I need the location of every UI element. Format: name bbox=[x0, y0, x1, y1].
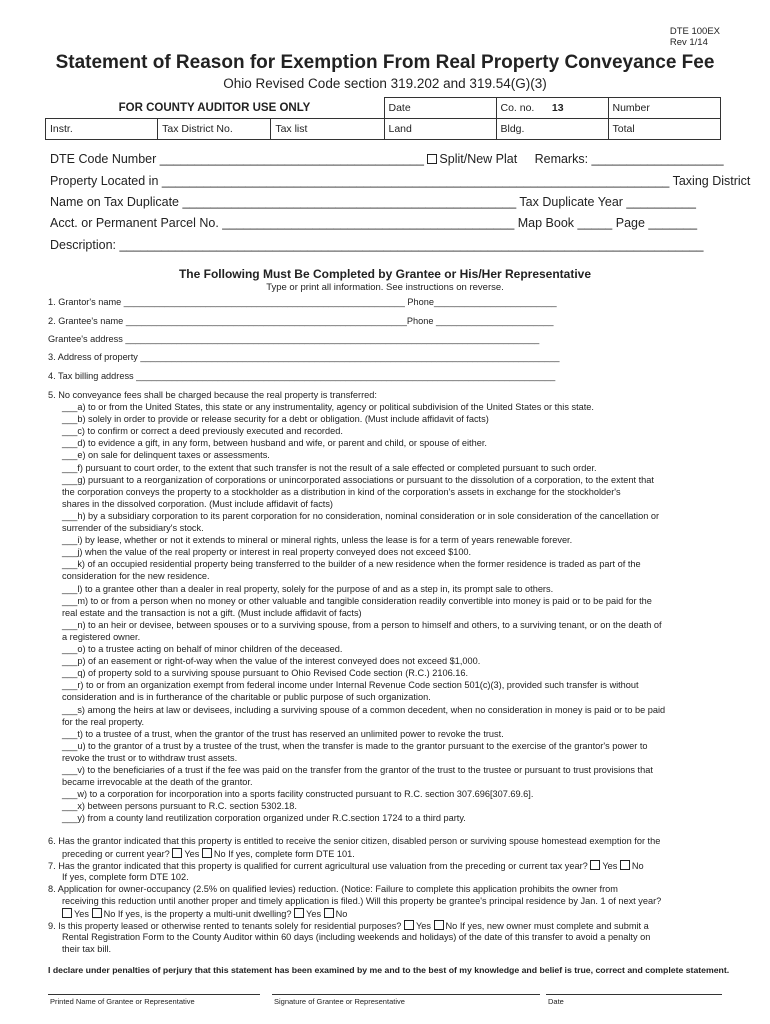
q6-yes-checkbox[interactable] bbox=[172, 848, 182, 858]
q7-yes-checkbox[interactable] bbox=[590, 860, 600, 870]
exemption-line[interactable]: shares in the dissolved corporation. (Must include affidavit of facts) bbox=[62, 498, 333, 509]
q8-line1: 8. Application for owner-occupancy (2.5% on qualified levies) reduction. (Notice: Failure to complete this application prohibits the owner from bbox=[48, 884, 618, 894]
q9-line1: 9. Is this property leased or otherwise rented to tenants solely for residential purposes? Yes No If yes, new owner must complete and submit a bbox=[48, 921, 649, 931]
form-id bbox=[670, 26, 720, 48]
q8-no-checkbox[interactable] bbox=[92, 908, 102, 918]
q9-yes-checkbox[interactable] bbox=[404, 920, 414, 930]
tax-duplicate-field[interactable]: Name on Tax Duplicate ________________________________________________ Tax Duplicate Year __________ bbox=[50, 195, 696, 209]
auditor-co-no-cell[interactable]: Co. no. 13 bbox=[496, 98, 608, 119]
printed-name-line[interactable] bbox=[48, 994, 260, 995]
grantee-address-field[interactable]: Grantee's address _________________________________________________________________________________ bbox=[48, 334, 540, 344]
signature-label: Signature of Grantee or Representative bbox=[274, 997, 405, 1006]
property-located-field[interactable]: Property Located in _________________________________________________________________________ Taxing District bbox=[50, 174, 751, 188]
exemption-line[interactable]: became irrevocable at the death of the grantor. bbox=[62, 777, 253, 788]
exemption-line[interactable]: ___n) to an heir or devisee, between spouses or to a surviving spouse, from a person to himself and others, to a surviving tenant, or on the death of bbox=[62, 619, 662, 630]
section-instructions: Type or print all information. See instructions on reverse. bbox=[266, 282, 504, 293]
q5-intro: 5. No conveyance fees shall be charged because the real property is transferred: bbox=[48, 390, 377, 400]
q6-line2: preceding or current year? Yes No If yes, complete form DTE 101. bbox=[62, 849, 355, 859]
exemption-line[interactable]: ___q) of property sold to a surviving spouse pursuant to Ohio Revised Code section (R.C.) 2106.16. bbox=[62, 668, 469, 679]
exemption-line[interactable]: ___l) to a grantee other than a dealer in real property, solely for the purpose of and as a step in, its prompt sale to others. bbox=[62, 583, 554, 594]
q6-line1: 6. Has the grantor indicated that this property is entitled to receive the senior citizen, disabled person or surviving spouse homestead exemption for the bbox=[48, 836, 661, 846]
exemption-line[interactable]: ___o) to a trustee acting on behalf of minor children of the deceased. bbox=[62, 644, 343, 654]
exemption-line[interactable]: ___d) to evidence a gift, in any form, between husband and wife, or parent and child, or spouse of either. bbox=[62, 438, 487, 449]
q7-line1: 7. Has the grantor indicated that this property is qualified for current agricultural use valuation from the preceding or current tax year? Yes No bbox=[48, 861, 644, 871]
q8-multiunit-no-checkbox[interactable] bbox=[324, 908, 334, 918]
q8-line3: Yes No If yes, is the property a multi-unit dwelling? Yes No bbox=[62, 908, 347, 919]
exemption-line[interactable]: ___p) of an easement or right-of-way when the value of the interest conveyed does not exceed $1,000. bbox=[62, 656, 481, 667]
exemption-line[interactable]: consideration and is in furtherance of the charitable or public purpose of such organization. bbox=[62, 692, 431, 703]
q6-no-checkbox[interactable] bbox=[202, 848, 212, 858]
exemption-line[interactable]: a registered owner. bbox=[62, 631, 141, 642]
q8-yes-checkbox[interactable] bbox=[62, 908, 72, 918]
exemption-line[interactable]: ___a) to or from the United States, this state or any instrumentality, agency or political subdivision of the United States or this state. bbox=[62, 402, 594, 412]
exemption-line[interactable]: ___r) to or from an organization exempt from federal income under Internal Revenue Code section 501(c)(3), provided such transfer is without bbox=[62, 680, 639, 691]
dte-code-line[interactable]: DTE Code Number ______________________________________ Split/New Plat Remarks: ___________________ bbox=[50, 152, 724, 166]
date-line[interactable] bbox=[546, 994, 722, 995]
page-subtitle: Ohio Revised Code section 319.202 and 319.54(G)(3) bbox=[223, 76, 547, 91]
perjury-declaration: I declare under penalties of perjury that this statement has been examined by me and to the best of my knowledge and belief is true, correct and complete statement. bbox=[48, 965, 730, 975]
split-plat-checkbox[interactable] bbox=[427, 154, 437, 164]
auditor-total-cell[interactable]: Total bbox=[608, 119, 720, 140]
exemption-line[interactable]: ___s) among the heirs at law or devisees, including a surviving spouse of a common decedent, when no consideration in money is paid or to be paid bbox=[62, 704, 666, 715]
auditor-instr-cell[interactable]: Instr. bbox=[46, 119, 158, 140]
form-revision: Rev 1/14 bbox=[669, 37, 708, 48]
exemption-line[interactable]: ___y) from a county land reutilization corporation organized under R.C.section 1724 to a third party. bbox=[62, 813, 466, 824]
auditor-tax-district-cell[interactable]: Tax District No. bbox=[158, 119, 271, 140]
exemption-line[interactable]: ___f) pursuant to court order, to the extent that such transfer is not the result of a sale effected or completed pursuant to such order. bbox=[62, 462, 597, 473]
auditor-date-cell[interactable]: Date bbox=[384, 98, 496, 119]
exemption-line[interactable]: revoke the trust or to withdraw trust assets. bbox=[62, 752, 238, 763]
remarks-field: Remarks: ___________________ bbox=[534, 152, 724, 166]
exemption-line[interactable]: ___x) between persons pursuant to R.C. section 5302.18. bbox=[62, 801, 297, 812]
auditor-land-cell[interactable]: Land bbox=[384, 119, 496, 140]
exemption-line[interactable]: ___t) to a trustee of a trust, when the grantor of the trust has reserved an unlimited power to revoke the trust. bbox=[62, 728, 504, 739]
auditor-header: FOR COUNTY AUDITOR USE ONLY bbox=[46, 98, 385, 119]
property-address-field[interactable]: 3. Address of property __________________________________________________________________________________ bbox=[48, 352, 560, 362]
auditor-table bbox=[45, 97, 721, 140]
auditor-bldg-cell[interactable]: Bldg. bbox=[496, 119, 608, 140]
exemption-line[interactable]: ___v) to the beneficiaries of a trust if the fee was paid on the transfer from the grantor of the trust to the trustee or pursuant to trust provisions that bbox=[62, 765, 653, 775]
exemption-line[interactable]: surrender of the subsidiary's stock. bbox=[62, 523, 204, 533]
exemption-line[interactable]: ___j) when the value of the real property or interest in real property conveyed does not exceed $100. bbox=[62, 547, 472, 558]
exemption-line[interactable]: ___b) solely in order to provide or release security for a debt or obligation. (Must include affidavit of facts) bbox=[62, 414, 489, 425]
exemption-line[interactable]: ___c) to confirm or correct a deed previously executed and recorded. bbox=[62, 426, 343, 437]
exemption-line[interactable]: real estate and the transaction is not a gift. (Must include affidavit of facts) bbox=[62, 607, 362, 618]
exemption-line[interactable]: the corporation conveys the property to a stockholder as a distribution in kind of the corporation's assets in exchange for the stockholder's bbox=[62, 486, 621, 497]
q9-no-checkbox[interactable] bbox=[434, 920, 444, 930]
q9-line3: their tax bill. bbox=[62, 944, 112, 954]
auditor-number-cell[interactable]: Number bbox=[608, 98, 720, 119]
grantor-name-field[interactable]: 1. Grantor's name _______________________________________________________ Phone________________________ bbox=[48, 297, 557, 307]
grantee-name-field[interactable]: 2. Grantee's name _______________________________________________________Phone _______________________ bbox=[48, 316, 554, 326]
auditor-tax-list-cell[interactable]: Tax list bbox=[271, 119, 384, 140]
q8-line2: receiving this reduction until another proper and timely application is filed.) Will this property be grantee's principal residence by Jan. 1 of next year? bbox=[62, 896, 662, 906]
exemption-line[interactable]: ___u) to the grantor of a trust by a trustee of the trust, when the transfer is made to the grantor pursuant to the exercise of the grantor's power to bbox=[62, 740, 648, 751]
form-number: DTE 100EX bbox=[669, 26, 720, 37]
q7-no-checkbox[interactable] bbox=[620, 860, 630, 870]
section-title: The Following Must Be Completed by Grantee or His/Her Representative bbox=[178, 267, 592, 281]
exemption-line[interactable]: ___m) to or from a person when no money or other valuable and tangible consideration readily convertible into money is paid or to be paid for the bbox=[62, 595, 652, 606]
printed-name-label: Printed Name of Grantee or Representative bbox=[50, 997, 195, 1006]
tax-billing-address-field[interactable]: 4. Tax billing address __________________________________________________________________________________ bbox=[48, 371, 556, 381]
q9-line2: Rental Registration Form to the County Auditor within 60 days (including weekends and holidays) of the date of this transfer to avoid a penalty on bbox=[62, 932, 651, 942]
co-no-value: 13 bbox=[551, 102, 564, 114]
signature-line[interactable] bbox=[272, 994, 540, 995]
exemption-line[interactable]: ___k) of an occupied residential property being transferred to the builder of a new residence when the former residence is traded as part of the bbox=[62, 559, 641, 570]
q7-line2: If yes, complete form DTE 102. bbox=[62, 872, 189, 882]
exemption-line[interactable]: ___w) to a corporation for incorporation into a sports facility constructed pursuant to R.C. section 307.696[307.69.6]. bbox=[62, 789, 534, 800]
exemption-line[interactable]: ___e) on sale for delinquent taxes or assessments. bbox=[62, 450, 270, 461]
q8-multiunit-yes-checkbox[interactable] bbox=[294, 908, 304, 918]
description-field[interactable]: Description: ____________________________________________________________________________________ bbox=[50, 238, 704, 252]
parcel-field[interactable]: Acct. or Permanent Parcel No. __________________________________________ Map Book _____ Page _______ bbox=[50, 216, 698, 230]
page-title: Statement of Reason for Exemption From Real Property Conveyance Fee bbox=[55, 52, 715, 73]
exemption-line[interactable]: ___h) by a subsidiary corporation to its parent corporation for no consideration, nominal consideration or in sole consideration of the cancellation or bbox=[62, 510, 660, 521]
exemption-line[interactable]: for the real property. bbox=[62, 716, 145, 727]
exemption-line[interactable]: ___g) pursuant to a reorganization of corporations or unincorporated associations or pursuant to the dissolution of a corporation, to the extent that bbox=[62, 474, 654, 485]
exemption-line[interactable]: ___i) by lease, whether or not it extends to mineral or mineral rights, unless the lease is for a term of years renewable forever. bbox=[62, 535, 573, 546]
exemption-line[interactable]: consideration for the new residence. bbox=[62, 571, 210, 582]
date-label: Date bbox=[548, 997, 564, 1006]
